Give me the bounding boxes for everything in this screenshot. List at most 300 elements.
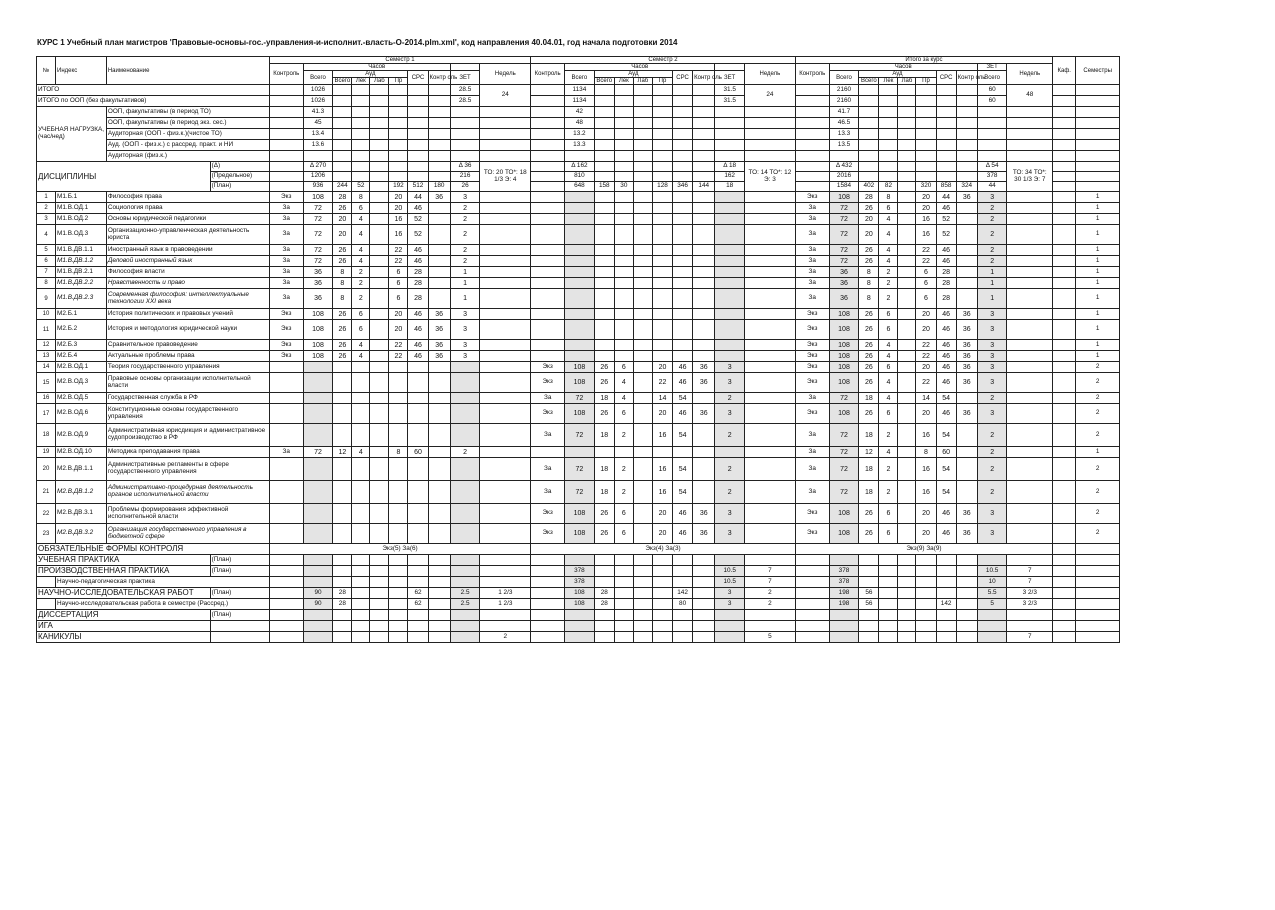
row-value: 46 [936,256,956,267]
row-control: За [269,289,303,309]
row-value [428,524,450,544]
row-value: 72 [303,256,333,267]
summary-weeks: 48 [1007,85,1053,107]
practice-srs: 62 [408,599,428,610]
row-value [652,309,672,320]
table-cell [428,140,450,151]
practice-aud: 28 [594,588,614,599]
table-cell [594,118,614,129]
table-cell [859,107,879,118]
row-value: 4 [352,351,370,362]
table-cell [936,96,956,107]
row-control [531,278,565,289]
practice-zet: 2.5 [450,599,480,610]
load-value: 45 [303,118,333,129]
row-value [956,245,977,256]
practice-aud: 56 [859,588,879,599]
row-value [693,256,715,267]
table-cell [859,129,879,140]
table-cell [956,162,977,172]
row-value: 72 [829,447,859,458]
row-value [370,256,389,267]
row-value [370,362,389,373]
row-value [450,373,480,393]
table-cell [428,621,450,632]
row-index: М2.В.ДВ.1.2 [56,481,107,504]
row-value: 14 [916,393,936,404]
table-cell [428,151,450,162]
table-cell [352,107,370,118]
row-value [370,225,389,245]
discipline-row [37,481,1120,504]
col-aud-vsego: Всего [594,78,614,85]
table-cell [531,588,565,599]
row-value [673,320,693,340]
row-name: История и методология юридической науки [106,320,269,340]
row-value: 72 [303,214,333,225]
table-cell [1053,566,1076,577]
row-value [333,458,352,481]
row-value [389,524,408,544]
table-cell [652,85,672,96]
table-cell [370,632,389,643]
row-control: За [795,203,829,214]
row-weeks [480,504,531,524]
row-value [614,351,633,362]
practice-plan: (План) [210,566,269,577]
table-cell [480,129,531,140]
row-value: 4 [879,373,898,393]
discipline-row [37,362,1120,373]
row-value [898,289,916,309]
table-cell [428,107,450,118]
table-cell [594,129,614,140]
row-weeks [1007,524,1053,544]
row-value: 3 [977,404,1007,424]
table-cell [898,555,916,566]
table-cell [693,151,715,162]
table-cell [531,555,565,566]
row-value: 3 [715,504,745,524]
row-control: За [269,256,303,267]
practice-weeks [480,610,531,621]
row-value: 6 [614,524,633,544]
row-semester: 1 [1076,267,1120,278]
row-value: 2 [879,424,898,447]
row-value [652,340,672,351]
plan-value: 128 [652,182,672,192]
row-control: За [531,458,565,481]
table-cell [916,140,936,151]
table-cell [269,588,303,599]
row-value: 108 [303,309,333,320]
table-cell [269,599,303,610]
row-value [898,214,916,225]
row-value [428,256,450,267]
row-value [633,404,652,424]
row-value: 2 [977,424,1007,447]
practice-srs [408,610,428,621]
practice-hours: 378 [829,566,859,577]
row-value: 6 [389,278,408,289]
table-cell [693,632,715,643]
row-value: 18 [859,458,879,481]
table-cell [269,610,303,621]
practice-aud [594,632,614,643]
table-cell [531,118,565,129]
load-value: 13.4 [303,129,333,140]
practice-zet [977,621,1007,632]
row-weeks [480,203,531,214]
col-control: Контроль [795,64,829,85]
row-value: 3 [977,320,1007,340]
practice-zet [977,555,1007,566]
row-weeks [1007,447,1053,458]
col-srs: СРС [936,71,956,85]
row-value: 8 [879,192,898,203]
table-cell [795,107,829,118]
row-value: 22 [916,245,936,256]
plan-value: 26 [450,182,480,192]
row-control: За [269,278,303,289]
row-value: 4 [879,256,898,267]
row-value [898,278,916,289]
table-cell [408,172,428,182]
table-cell [594,140,614,151]
row-value [614,320,633,340]
row-value: 20 [916,504,936,524]
row-value [715,203,745,214]
row-control [269,393,303,404]
row-control: За [269,203,303,214]
row-value: 16 [652,458,672,481]
row-control: За [269,214,303,225]
row-value [303,393,333,404]
row-value: 36 [956,362,977,373]
practice-hours: 198 [829,599,859,610]
table-cell [408,129,428,140]
table-cell [269,182,303,192]
row-value [408,362,428,373]
row-semester: 1 [1076,447,1120,458]
table-cell [370,118,389,129]
table-cell [795,96,829,107]
row-weeks [744,373,795,393]
row-value [594,214,614,225]
row-value [408,504,428,524]
practice-row [37,566,1120,577]
col-aud-vsego: Всего [859,78,879,85]
table-cell [693,96,715,107]
row-value [956,447,977,458]
row-control: За [795,481,829,504]
row-value: 18 [859,393,879,404]
row-value: 54 [673,424,693,447]
col-vsego: Всего [829,71,859,85]
table-cell [693,118,715,129]
table-cell [614,118,633,129]
load-row-label: ООП, факультативы (в период экз. сес.) [106,118,269,129]
row-value [898,393,916,404]
practice-aud [594,610,614,621]
row-value: 2 [977,393,1007,404]
table-cell [652,610,672,621]
row-value [652,214,672,225]
row-value: 26 [333,320,352,340]
table-cell [333,107,352,118]
row-weeks [744,340,795,351]
row-value [693,393,715,404]
row-value: 46 [936,245,956,256]
plan-value: 648 [565,182,595,192]
row-value [370,320,389,340]
row-value: 46 [673,373,693,393]
row-value: 2 [450,447,480,458]
row-value: 36 [303,278,333,289]
plan-value: 158 [594,182,614,192]
row-kaf [1053,404,1076,424]
table-cell [673,85,693,96]
table-cell [673,107,693,118]
row-weeks [1007,203,1053,214]
row-semester: 2 [1076,458,1120,481]
practice-weeks: 2 [744,599,795,610]
practice-zet [450,632,480,643]
row-value: 4 [879,214,898,225]
table-cell [389,172,408,182]
row-value [594,340,614,351]
row-value: 20 [652,404,672,424]
row-weeks [480,289,531,309]
row-number: 11 [37,320,56,340]
row-control [269,524,303,544]
row-value [303,373,333,393]
table-cell [693,162,715,172]
table-cell [450,140,480,151]
table-cell [898,610,916,621]
row-value: 108 [829,404,859,424]
row-value [614,214,633,225]
col-kontrol: Контр оль [693,71,715,85]
row-value [673,245,693,256]
table-cell [936,129,956,140]
row-value: 108 [303,192,333,203]
row-weeks [480,267,531,278]
row-value [370,267,389,278]
row-value [450,524,480,544]
practice-name: УЧЕБНАЯ ПРАКТИКА [37,555,211,566]
row-name: Правовые основы организации исполнительной власти [106,373,269,393]
col-hours: Часов [565,64,715,71]
row-control: За [795,458,829,481]
table-cell [370,610,389,621]
row-semester: 2 [1076,362,1120,373]
row-index: М2.В.ОД.5 [56,393,107,404]
row-value [673,214,693,225]
table-cell [269,577,303,588]
row-index: М2.Б.3 [56,340,107,351]
col-aud: Ауд [859,71,936,78]
row-index: М2.В.ОД.6 [56,404,107,424]
table-cell [389,85,408,96]
practice-srs [673,566,693,577]
document-title: КУРС 1 Учебный план магистров 'Правовые-основы-гос.-управления-и-исполнит.-власть-О-2014.plm.xml', код направления 40.04.01, год начала подготовки 2014 [37,38,678,47]
col-zet-top [715,64,745,71]
practice-srs [936,588,956,599]
row-value [633,267,652,278]
row-value [633,289,652,309]
row-index: М1.В.ДВ.2.3 [56,289,107,309]
row-value: 4 [614,393,633,404]
practice-name: Научно-исследовательская работа в семестре (Рассред.) [56,599,270,610]
row-value [370,481,389,504]
table-cell [614,96,633,107]
row-value: 2 [977,225,1007,245]
row-control: За [795,393,829,404]
row-value: 22 [652,373,672,393]
practice-aud [333,610,352,621]
row-name: Теория государственного управления [106,362,269,373]
row-weeks [744,203,795,214]
row-value: 46 [936,524,956,544]
row-value: 4 [352,447,370,458]
row-control: Экз [269,192,303,203]
row-value: 46 [936,309,956,320]
practice-aud [333,555,352,566]
row-value: 2 [715,424,745,447]
summary-itogo-oop [37,96,1120,107]
row-weeks [744,481,795,504]
row-value [408,404,428,424]
row-name: Философия права [106,192,269,203]
row-weeks [1007,309,1053,320]
table-cell [916,107,936,118]
table-cell [1076,182,1120,192]
table-cell [633,172,652,182]
row-value: 36 [956,504,977,524]
row-control: Экз [531,404,565,424]
row-value: 46 [673,404,693,424]
row-kaf [1053,278,1076,289]
row-value: 2 [450,245,480,256]
row-control: Экз [269,320,303,340]
table-cell [1076,599,1120,610]
row-value [370,373,389,393]
practice-weeks [1007,610,1053,621]
col-lab: Лаб [633,78,652,85]
practice-weeks [480,621,531,632]
row-index: М1.В.ОД.1 [56,203,107,214]
row-value [594,320,614,340]
row-value [303,481,333,504]
table-cell [428,610,450,621]
table-cell [269,140,303,151]
row-kaf [1053,362,1076,373]
practice-aud [333,632,352,643]
table-cell [389,151,408,162]
row-value: 26 [859,309,879,320]
row-value [956,214,977,225]
practice-zet: 3 [715,599,745,610]
summary-zet: 31.5 [715,85,745,96]
row-value: 22 [916,340,936,351]
row-weeks [1007,351,1053,362]
table-cell [370,107,389,118]
table-cell [614,129,633,140]
table-cell [1076,172,1120,182]
row-value: 108 [829,373,859,393]
pred-hours: 1206 [303,172,333,182]
practice-aud [594,555,614,566]
table-cell [450,151,480,162]
row-number: 13 [37,351,56,362]
row-value: 2 [879,458,898,481]
row-value [450,458,480,481]
row-value: 22 [389,245,408,256]
discipline-row [37,320,1120,340]
practice-zet: 10.5 [715,566,745,577]
table-cell [370,151,389,162]
row-value [652,192,672,203]
table-cell [428,162,450,172]
row-value [333,373,352,393]
row-kaf [1053,458,1076,481]
row-value [693,278,715,289]
row-number: 23 [37,524,56,544]
table-cell [956,610,977,621]
row-weeks [744,214,795,225]
practice-hours [303,621,333,632]
row-value [693,203,715,214]
row-value: 2 [450,203,480,214]
row-value [370,504,389,524]
col-srs: СРС [673,71,693,85]
row-control: За [269,245,303,256]
row-value: 46 [936,404,956,424]
table-cell [269,162,303,172]
disciplines-weeks: ТО: 34 ТО*: 30 1/3 Э: 7 [1007,162,1053,192]
practice-row [37,588,1120,599]
table-cell [693,610,715,621]
row-kaf [1053,203,1076,214]
row-value [428,424,450,447]
row-value: 3 [977,351,1007,362]
row-value: 26 [333,309,352,320]
col-kontrol: Контр оль [956,71,977,85]
row-value [303,404,333,424]
row-control: За [795,225,829,245]
table-cell [370,129,389,140]
row-value [652,351,672,362]
row-value: 6 [879,404,898,424]
row-value [594,267,614,278]
row-value: 3 [977,192,1007,203]
row-value: 1 [977,289,1007,309]
practice-name: ИГА [37,621,211,632]
row-value: 16 [389,214,408,225]
col-kontrol: Контр оль [428,71,450,85]
practice-weeks [744,555,795,566]
row-control: За [269,225,303,245]
discipline-row [37,504,1120,524]
table-cell [633,566,652,577]
row-value: 20 [333,225,352,245]
row-semester: 1 [1076,203,1120,214]
row-value: 108 [565,524,595,544]
row-value [715,340,745,351]
load-row-label: Аудиторная (ООП - физ.к.)(чистое ТО) [106,129,269,140]
row-name: Административные регламенты в сфере государственного управления [106,458,269,481]
